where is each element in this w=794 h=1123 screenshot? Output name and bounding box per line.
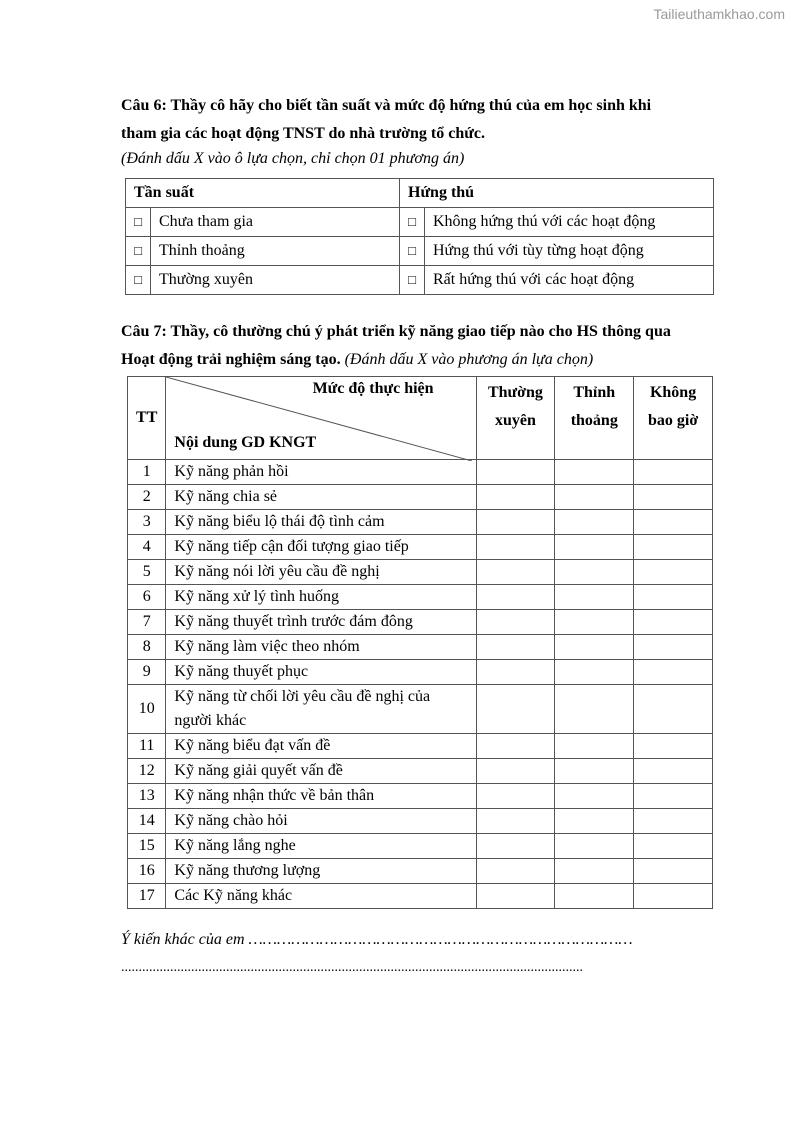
col-never-l1: Không	[649, 384, 697, 401]
answer-often[interactable]	[476, 535, 555, 560]
answer-sometimes[interactable]	[555, 759, 634, 784]
skill-label: Kỹ năng nhận thức về bản thân	[166, 784, 476, 809]
q6-interest-option: Rất hứng thú với các hoạt động	[425, 266, 714, 295]
checkbox[interactable]: □	[400, 266, 425, 295]
opinion-dotted-line[interactable]: ....................................................................................................................................	[121, 960, 583, 975]
skill-label: Kỹ năng tiếp cận đối tượng giao tiếp	[166, 535, 476, 560]
col-never-header	[634, 377, 713, 460]
checkbox[interactable]: □	[126, 266, 151, 295]
answer-sometimes[interactable]	[555, 510, 634, 535]
watermark: Tailieuthamkhao.com	[653, 6, 785, 22]
answer-sometimes[interactable]	[555, 784, 634, 809]
q7-title	[121, 318, 718, 374]
table-row	[128, 759, 713, 784]
table-row	[126, 237, 714, 266]
q6-freq-option: Thỉnh thoảng	[151, 237, 400, 266]
diag-bottom-label: Nội dung GD KNGT	[174, 434, 317, 451]
table-row	[128, 660, 713, 685]
answer-never[interactable]	[634, 734, 713, 759]
answer-often[interactable]	[476, 834, 555, 859]
answer-sometimes[interactable]	[555, 485, 634, 510]
table-row	[126, 266, 714, 295]
answer-never[interactable]	[634, 485, 713, 510]
answer-sometimes[interactable]	[555, 884, 634, 909]
table-row	[128, 485, 713, 510]
answer-sometimes[interactable]	[555, 585, 634, 610]
answer-never[interactable]	[634, 460, 713, 485]
q6-interest-option: Không hứng thú với các hoạt động	[425, 208, 714, 237]
answer-sometimes[interactable]	[555, 560, 634, 585]
skill-label: Kỹ năng thuyết phục	[166, 660, 476, 685]
tt-header: TT	[128, 377, 166, 460]
answer-often[interactable]	[476, 510, 555, 535]
q6-header-interest: Hứng thú	[400, 179, 714, 208]
table-row	[128, 585, 713, 610]
answer-never[interactable]	[634, 809, 713, 834]
row-number: 5	[128, 560, 166, 585]
skill-label: Các Kỹ năng khác	[166, 884, 476, 909]
answer-never[interactable]	[634, 834, 713, 859]
answer-never[interactable]	[634, 685, 713, 734]
skill-label: Kỹ năng phản hồi	[166, 460, 476, 485]
checkbox[interactable]: □	[400, 237, 425, 266]
q6-interest-option: Hứng thú với tùy từng hoạt động	[425, 237, 714, 266]
skill-label: Kỹ năng làm việc theo nhóm	[166, 635, 476, 660]
answer-never[interactable]	[634, 884, 713, 909]
answer-never[interactable]	[634, 784, 713, 809]
table-row	[128, 460, 713, 485]
table-row	[128, 560, 713, 585]
row-number: 11	[128, 734, 166, 759]
row-number: 8	[128, 635, 166, 660]
table-row	[128, 884, 713, 909]
answer-often[interactable]	[476, 759, 555, 784]
answer-often[interactable]	[476, 610, 555, 635]
col-sometimes-l1: Thỉnh	[573, 384, 616, 401]
col-often-header	[476, 377, 555, 460]
answer-often[interactable]	[476, 660, 555, 685]
col-sometimes-l2: thoảng	[570, 412, 618, 429]
diagonal-header-cell	[166, 377, 476, 460]
q7-table	[127, 376, 713, 909]
answer-sometimes[interactable]	[555, 859, 634, 884]
q6-instruction: (Đánh dấu X vào ô lựa chọn, chỉ chọn 01 phương án)	[121, 150, 465, 167]
q7-title-line2	[121, 346, 718, 374]
skill-label: Kỹ năng lắng nghe	[166, 834, 476, 859]
answer-never[interactable]	[634, 610, 713, 635]
skill-label: Kỹ năng giải quyết vấn đề	[166, 759, 476, 784]
answer-never[interactable]	[634, 510, 713, 535]
row-number: 16	[128, 859, 166, 884]
row-number: 3	[128, 510, 166, 535]
skill-label: Kỹ năng biểu đạt vấn đề	[166, 734, 476, 759]
answer-sometimes[interactable]	[555, 460, 634, 485]
answer-often[interactable]	[476, 585, 555, 610]
answer-often[interactable]	[476, 685, 555, 734]
row-number: 6	[128, 585, 166, 610]
skill-label: Kỹ năng biểu lộ thái độ tình cảm	[166, 510, 476, 535]
table-row	[126, 208, 714, 237]
answer-often[interactable]	[476, 734, 555, 759]
answer-never[interactable]	[634, 635, 713, 660]
q6-title-line2: tham gia các hoạt động TNST do nhà trường tổ chức.	[121, 125, 485, 142]
answer-sometimes[interactable]	[555, 660, 634, 685]
row-number: 17	[128, 884, 166, 909]
row-number: 10	[128, 685, 166, 734]
skill-label: Kỹ năng thương lượng	[166, 859, 476, 884]
table-row	[128, 834, 713, 859]
checkbox[interactable]: □	[126, 208, 151, 237]
col-often-l1: Thường	[487, 384, 543, 401]
answer-often[interactable]	[476, 460, 555, 485]
q7-title-line1: Câu 7: Thầy, cô thường chú ý phát triển kỹ năng giao tiếp nào cho HS thông qua	[121, 323, 671, 340]
row-number: 4	[128, 535, 166, 560]
answer-sometimes[interactable]	[555, 734, 634, 759]
col-often-l2: xuyên	[495, 412, 536, 429]
answer-sometimes[interactable]	[555, 809, 634, 834]
checkbox[interactable]: □	[400, 208, 425, 237]
row-number: 9	[128, 660, 166, 685]
table-row	[128, 610, 713, 635]
q7-instruction: (Đánh dấu X vào phương án lựa chọn)	[344, 351, 594, 368]
table-row	[128, 685, 713, 734]
checkbox[interactable]: □	[126, 237, 151, 266]
q7-title-bold: Hoạt động trải nghiệm sáng tạo.	[121, 351, 341, 368]
row-number: 13	[128, 784, 166, 809]
answer-often[interactable]	[476, 635, 555, 660]
answer-often[interactable]	[476, 784, 555, 809]
answer-sometimes[interactable]	[555, 834, 634, 859]
skill-rows	[128, 460, 713, 909]
row-number: 15	[128, 834, 166, 859]
table-row	[128, 809, 713, 834]
table-row	[128, 784, 713, 809]
skill-label: Kỹ năng thuyết trình trước đám đông	[166, 610, 476, 635]
answer-never[interactable]	[634, 660, 713, 685]
row-number: 7	[128, 610, 166, 635]
answer-often[interactable]	[476, 859, 555, 884]
answer-often[interactable]	[476, 560, 555, 585]
q6-freq-option: Chưa tham gia	[151, 208, 400, 237]
row-number: 2	[128, 485, 166, 510]
col-sometimes-header	[555, 377, 634, 460]
col-never-l2: bao giờ	[647, 412, 699, 429]
q6-title-line1: Câu 6: Thầy cô hãy cho biết tần suất và mức độ hứng thú của em học sinh khi	[121, 97, 652, 114]
q6-title	[121, 92, 718, 148]
answer-sometimes[interactable]	[555, 635, 634, 660]
answer-often[interactable]	[476, 884, 555, 909]
answer-never[interactable]	[634, 560, 713, 585]
answer-never[interactable]	[634, 759, 713, 784]
row-number: 1	[128, 460, 166, 485]
answer-never[interactable]	[634, 859, 713, 884]
table-row	[128, 635, 713, 660]
skill-label: Kỹ năng từ chối lời yêu cầu đề nghị của người khác	[166, 685, 476, 734]
skill-label: Kỹ năng chia sẻ	[166, 485, 476, 510]
q6-freq-option: Thường xuyên	[151, 266, 400, 295]
answer-sometimes[interactable]	[555, 610, 634, 635]
skill-label: Kỹ năng nói lời yêu cầu đề nghị	[166, 560, 476, 585]
answer-often[interactable]	[476, 485, 555, 510]
table-row	[128, 734, 713, 759]
answer-sometimes[interactable]	[555, 535, 634, 560]
table-row	[128, 535, 713, 560]
skill-label: Kỹ năng chào hỏi	[166, 809, 476, 834]
opinion-label: Ý kiến khác của em ………………………………………………………………………	[121, 931, 633, 948]
q6-table	[125, 178, 714, 295]
table-row	[128, 510, 713, 535]
row-number: 12	[128, 759, 166, 784]
table-row	[128, 859, 713, 884]
answer-never[interactable]	[634, 585, 713, 610]
skill-label: Kỹ năng xử lý tình huống	[166, 585, 476, 610]
q6-header-frequency: Tần suất	[126, 179, 400, 208]
answer-never[interactable]	[634, 535, 713, 560]
row-number: 14	[128, 809, 166, 834]
diag-top-label: Mức độ thực hiện	[312, 380, 434, 397]
answer-sometimes[interactable]	[555, 685, 634, 734]
answer-often[interactable]	[476, 809, 555, 834]
